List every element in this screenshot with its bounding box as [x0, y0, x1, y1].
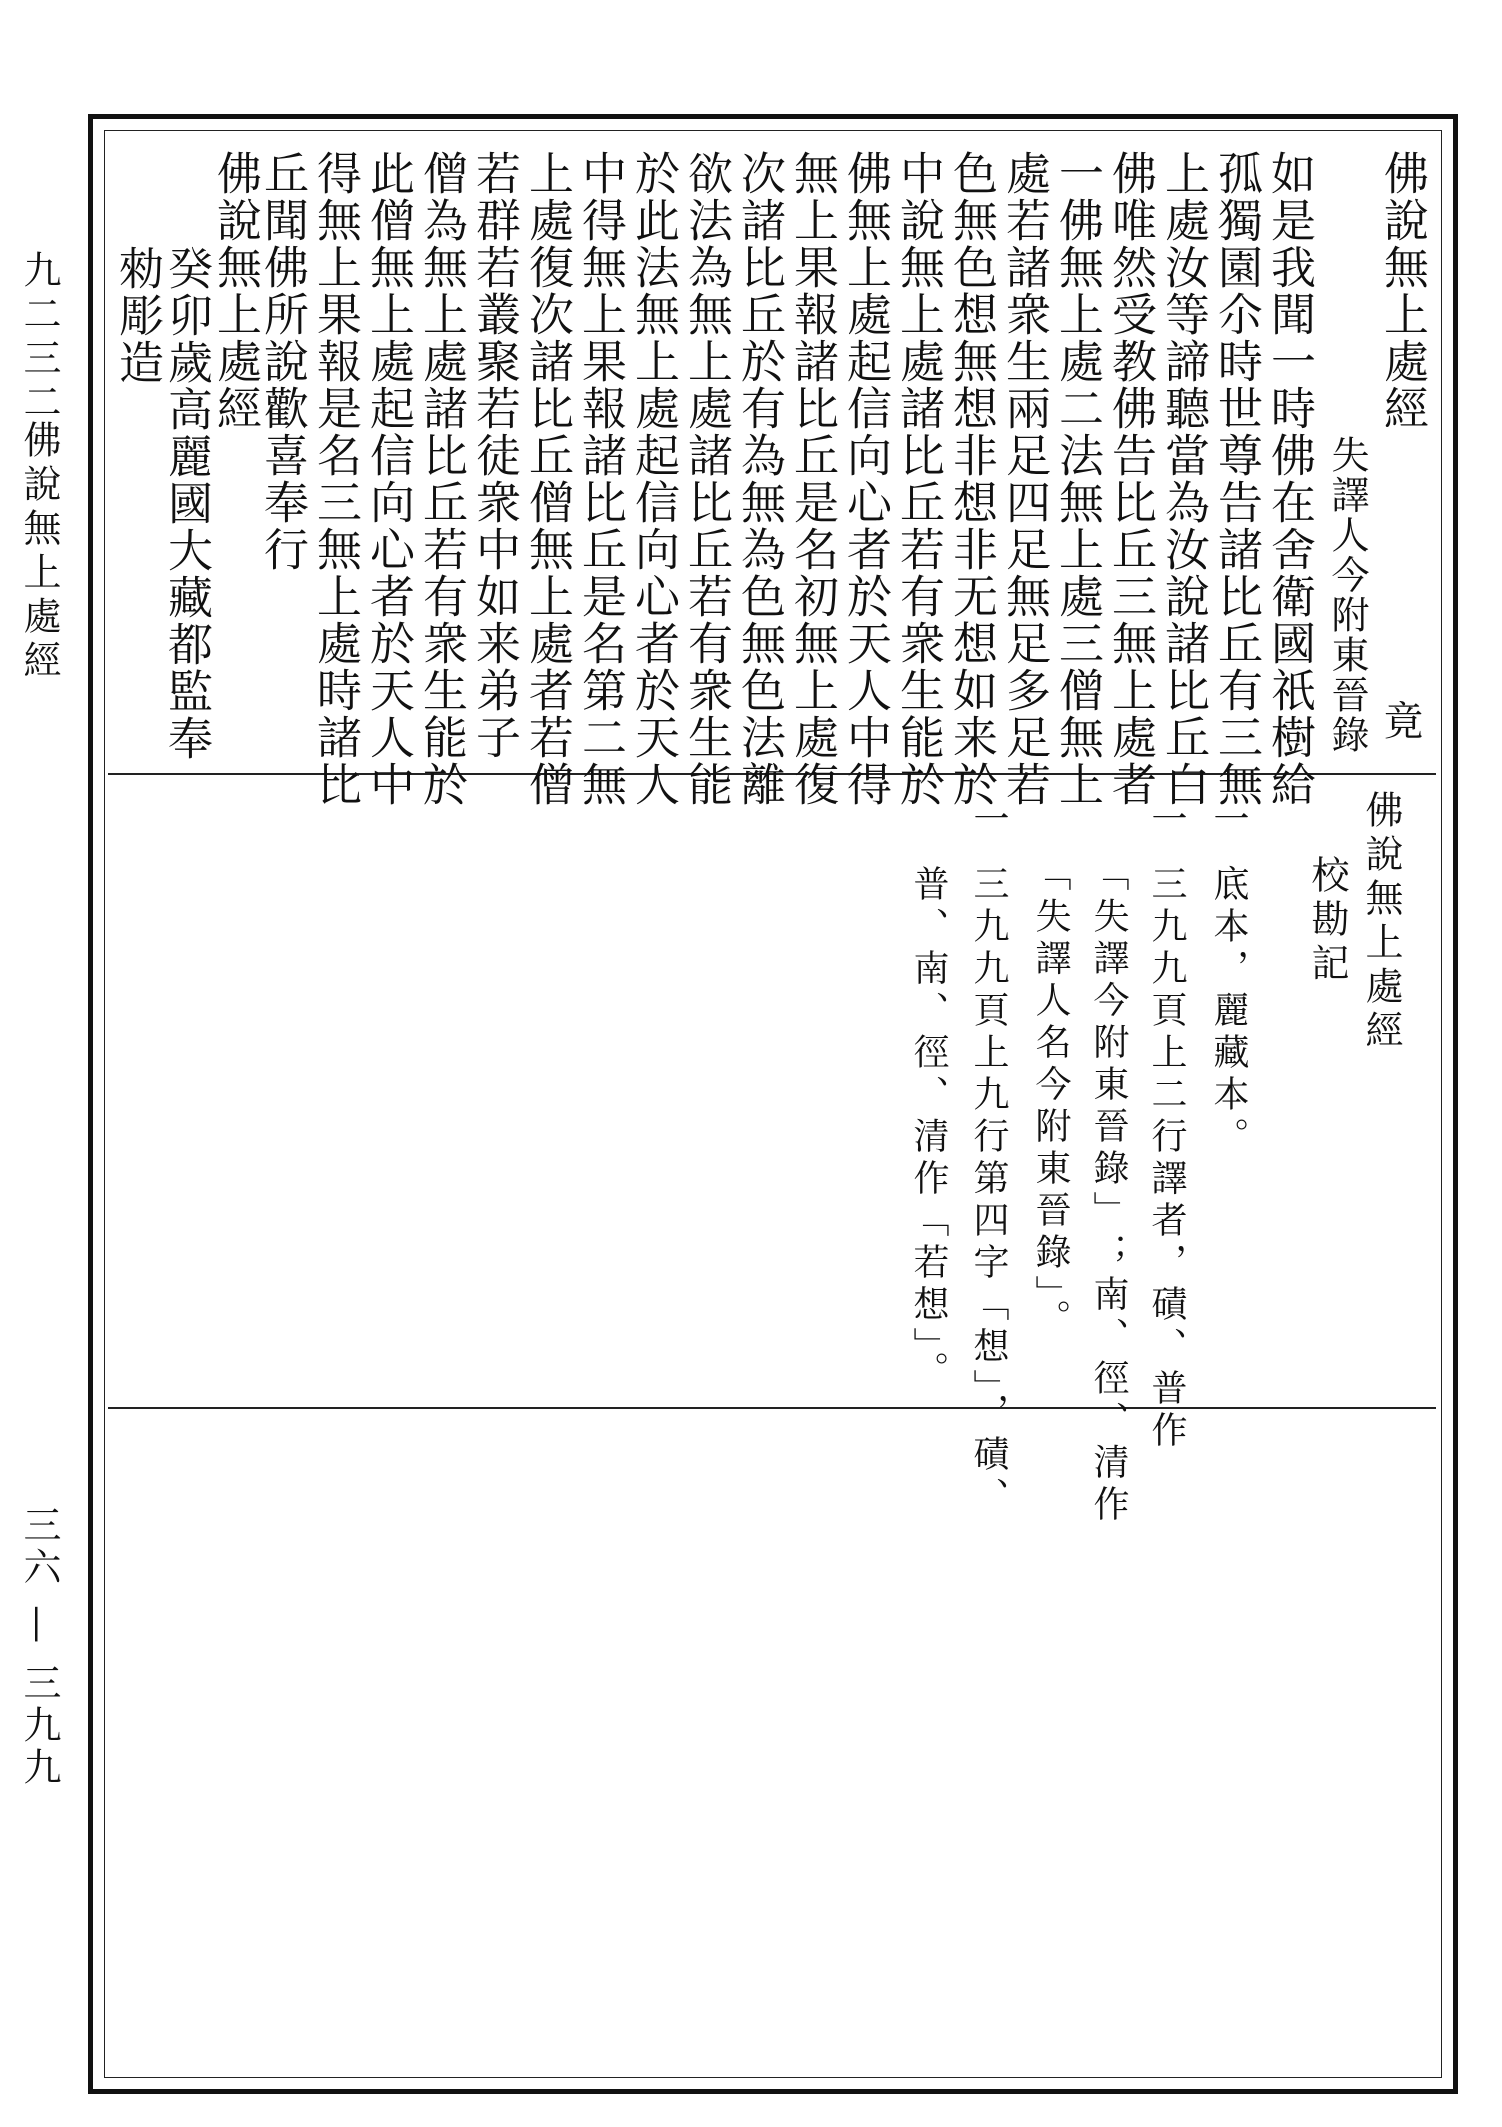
sutra-column: 欲法為無上處諸比丘若有衆生能 [680, 150, 733, 808]
sutra-column: 色無色想無想非想非无想如来於 [945, 150, 998, 808]
note-mark: 一 [1208, 800, 1249, 842]
sutra-title: 佛說無上處經 [1376, 150, 1429, 432]
translator-line: 失譯人今附東晉錄 [1325, 435, 1369, 755]
sutra-column: 孤獨園尒時世尊告諸比丘有三無 [1210, 150, 1263, 808]
note-mark: 一 [1146, 800, 1187, 842]
sutra-column: 次諸比丘於有為無為色無色法離 [733, 150, 786, 808]
margin-page-number: 三六 — 三九九 [17, 1505, 61, 1790]
sutra-column: 若群若叢聚若徒衆中如来弟子 [468, 150, 521, 761]
note-line: 「失譯人名今附東晉錄」。 [1030, 855, 1071, 1341]
sutra-column: 一佛無上處二法無上處三僧無上 [1051, 150, 1104, 808]
note-line: 普、南、徑、清作「若想」。 [908, 865, 949, 1393]
sutra-column: 中說無上處諸比丘若有衆生能於 [892, 150, 945, 808]
sutra-column: 如是我聞一時佛在舍衛國祇樹給 [1263, 150, 1316, 808]
collation-title: 佛說無上處經 [1359, 790, 1403, 1054]
note-line: 三九九頁上二行譯者，磧、普作 [1146, 865, 1187, 1453]
sutra-column: 丘聞佛所說歡喜奉行 [256, 150, 309, 573]
colophon-line-2: 勑彫造 [111, 245, 164, 386]
colophon-line-1: 癸卯歲高麗國大藏都監奉 [160, 245, 213, 762]
sutra-column: 於此法無上處起信向心者於天人 [627, 150, 680, 808]
sutra-column: 僧為無上處諸比丘若有衆生能於 [415, 150, 468, 808]
sutra-column: 得無上果報是名三無上處時諸比 [309, 150, 362, 808]
note-line: 三九九頁上九行第四字「想」，磧、 [968, 865, 1009, 1519]
sutra-column: 無上果報諸比丘是名初無上處復 [786, 150, 839, 808]
note-line: 底本，麗藏本。 [1208, 865, 1249, 1159]
sutra-column: 上處汝等諦聽當為汝說諸比丘白 [1157, 150, 1210, 808]
sutra-column: 佛無上處起信向心者於天人中得 [839, 150, 892, 808]
collation-subtitle: 校勘記 [1305, 855, 1349, 987]
sutra-column: 此僧無上處起信向心者於天人中 [362, 150, 415, 808]
sutra-column: 佛唯然受教佛告比丘三無上處者 [1104, 150, 1157, 808]
margin-sutra-name: 佛說無上處經 [17, 420, 61, 684]
sutra-column: 上處復次諸比丘僧無上處者若僧 [521, 150, 574, 808]
rule-lower [108, 1407, 1436, 1409]
case-mark: 竟 [1377, 700, 1423, 742]
note-line: 「失譯今附東晉錄」；南、徑、清作 [1088, 855, 1129, 1527]
sutra-column: 處若諸衆生兩足四足無足多足若 [998, 150, 1051, 808]
end-title: 佛說無上處經 [209, 150, 262, 432]
sutra-column: 中得無上果報諸比丘是名第二無 [574, 150, 627, 808]
note-mark: 一 [968, 800, 1009, 842]
margin-volume-page: 九二三二 [17, 250, 61, 426]
